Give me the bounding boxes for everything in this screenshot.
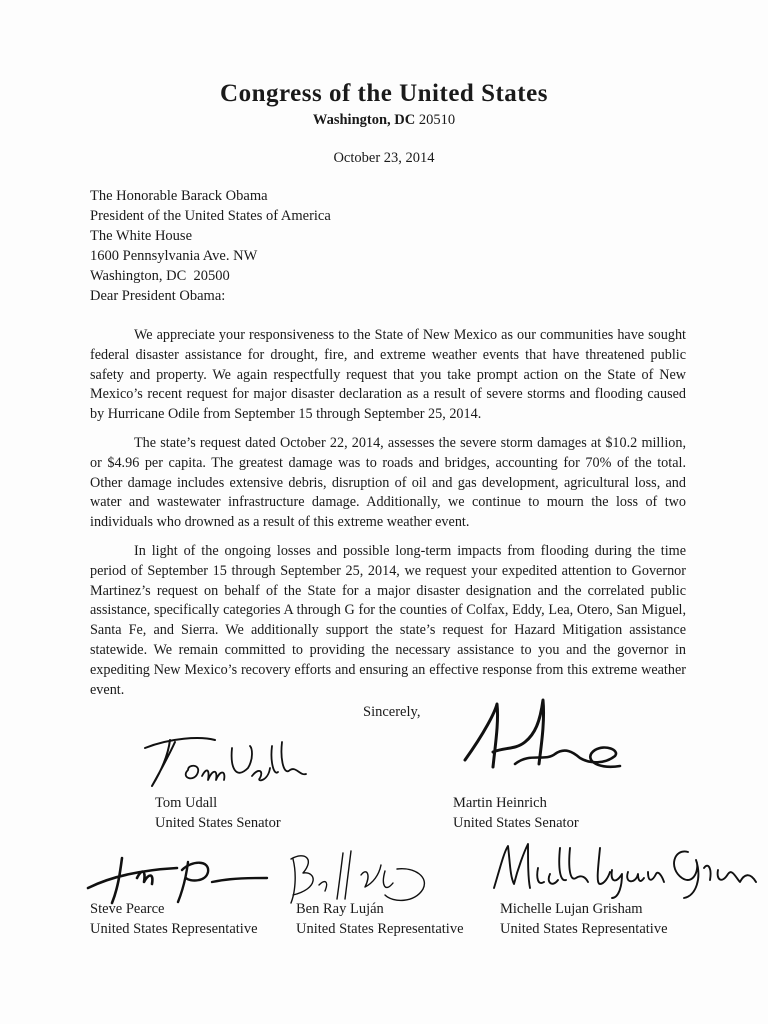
signatory-block [296,899,464,939]
signatory-name: Michelle Lujan Grisham [500,901,643,917]
signatory-block [500,899,668,939]
body-paragraph [90,434,686,533]
signatory-title: United States Senator [453,815,579,831]
body-paragraph [90,542,686,700]
recipient-line: 1600 Pennsylvania Ave. NW [90,248,258,264]
recipient-address [90,186,331,286]
letterhead-zip: 20510 [418,112,456,128]
signature-tom-udall [140,728,310,793]
letterhead-title: Congress of the United States [220,80,548,107]
recipient-line: President of the United States of America [90,208,331,224]
letterhead-address [0,112,768,129]
letter-date: October 23, 2014 [333,150,435,166]
signatory-title: United States Representative [296,921,464,937]
recipient-line: The White House [90,228,193,244]
signatory-name: Steve Pearce [90,901,165,917]
signature-michelle-lujan-grisham [488,838,763,900]
paragraph-text: In light of the ongoing losses and possible long-term impacts from flooding during the time period of September 15 through September 25, 2014, we request your expedited attention to Governor Martinez’s request on behalf of the State for a major disaster designation and the correlated public assistance, specifically categories A through G for the counties of Colfax, Eddy, Lea, Otero, San Miguel, Santa Fe, and Sierra. We additionally support the state’s request for Hazard Mitigation assistance statewide. We remain committed to providing the necessary assistance to you and the governor in expediting New Mexico’s recovery efforts and ensuring an effective response from this extreme weather event. [90,543,686,698]
signatory-name: Ben Ray Luján [296,901,384,917]
body-paragraph [90,326,686,425]
paragraph-text: The state’s request dated October 22, 2014, assesses the severe storm damages at $10.2 million, or $4.96 per capita. The greatest damage was to roads and bridges, accounting for 70% of the total. Other damage includes extensive debris, disruption of oil and gas development, agricultural loss, and water and wastewater infrastructure damage. Additionally, we continue to mourn the loss of two individuals who drowned as a result of this extreme weather event. [90,435,686,531]
signature-martin-heinrich [455,692,630,782]
recipient-line: Washington, DC 20500 [90,268,230,284]
signatory-name: Tom Udall [155,795,218,811]
signatory-title: United States Representative [90,921,258,937]
signatory-name: Martin Heinrich [453,795,547,811]
signatory-block [90,899,258,939]
paragraph-text: We appreciate your responsiveness to the State of New Mexico as our communities have sought federal disaster assistance for drought, fire, and extreme weather events that have threatened public safety and property. We again respectfully request that you take prompt action on the State of New Mexico’s recent request for major disaster declaration as a result of severe storms and flooding caused by Hurricane Odile from September 15 through September 25, 2014. [90,327,686,423]
signatory-block [453,793,579,833]
salutation: Dear President Obama: [90,288,226,304]
signatory-title: United States Representative [500,921,668,937]
closing: Sincerely, [363,704,421,720]
letterhead-location: Washington, DC [312,112,416,128]
signatory-title: United States Senator [155,815,281,831]
recipient-line: The Honorable Barack Obama [90,188,268,204]
signatory-block [155,793,281,833]
